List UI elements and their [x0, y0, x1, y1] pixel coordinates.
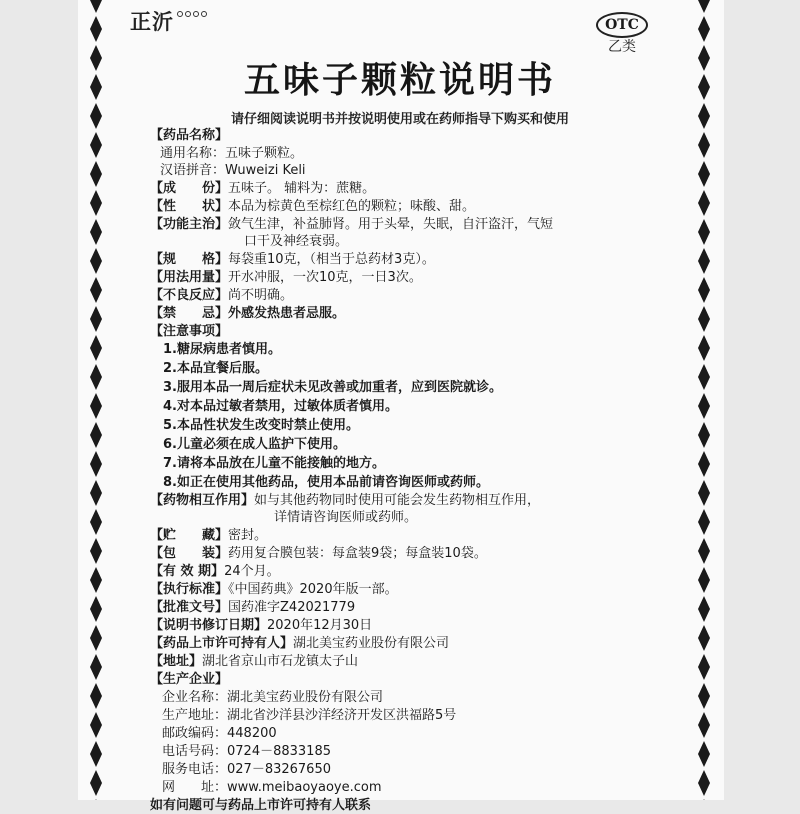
diamond-ornament: [698, 219, 710, 245]
otc-class-label: 乙类: [608, 39, 636, 55]
diamond-ornament: [90, 654, 102, 680]
section-heading: 【性 状】: [150, 199, 229, 214]
section-heading: 【用法用量】: [150, 270, 229, 285]
leaflet-line: [150, 492, 540, 509]
section-text: 企业名称：湖北美宝药业股份有限公司: [162, 690, 384, 705]
leaflet-line: [162, 743, 331, 760]
section-text: 1.糖尿病患者慎用。: [163, 342, 281, 357]
diamond-ornament: [90, 364, 102, 390]
section-heading: 【不良反应】: [150, 288, 229, 303]
leaflet-line: [150, 251, 435, 268]
diamond-ornament: [698, 654, 710, 680]
logo-text: 正沂: [130, 10, 174, 34]
diamond-ornament: [698, 538, 710, 564]
leaflet-line: [163, 341, 281, 358]
section-text: 2.本品宜餐后服。: [163, 361, 268, 376]
leaflet-line: [150, 269, 422, 286]
leaflet-line: [163, 398, 398, 415]
section-heading: 【批准文号】: [150, 600, 229, 615]
diamond-ornament: [90, 596, 102, 622]
diamond-ornament: [698, 0, 710, 13]
diamond-ornament: [90, 335, 102, 361]
leaflet-line: [163, 379, 502, 396]
leaflet-line: [163, 360, 268, 377]
diamond-ornament: [698, 364, 710, 390]
section-text: 7.请将本品放在儿童不能接触的地方。: [163, 456, 385, 471]
section-text: 五味子。 辅料为：蔗糖。: [228, 181, 376, 196]
section-heading: 【成 份】: [150, 181, 229, 196]
section-text: 邮政编码：448200: [162, 726, 277, 741]
page-title: 五味子颗粒说明书: [243, 60, 556, 101]
leaflet-line: [274, 509, 417, 526]
section-heading: 【禁 忌】: [150, 306, 229, 321]
diamond-ornament: [698, 190, 710, 216]
section-text: 开水冲服，一次10克，一日3次。: [228, 270, 422, 285]
leaflet-line: [150, 305, 345, 322]
section-text: 服务电话：027－83267650: [162, 762, 331, 777]
section-text: 如有问题可与药品上市许可持有人联系: [150, 798, 372, 813]
otc-badge: OTC: [596, 12, 648, 38]
leaflet-line: [150, 127, 228, 144]
diamond-ornament: [90, 480, 102, 506]
diamond-ornament: [90, 306, 102, 332]
leaflet-line: [162, 707, 456, 724]
diamond-ornament: [90, 132, 102, 158]
leaflet-line: [160, 162, 306, 179]
diamond-ornament: [90, 0, 102, 13]
diamond-ornament: [90, 161, 102, 187]
diamond-ornament: [698, 277, 710, 303]
diamond-ornament: [698, 741, 710, 767]
diamond-ornament: [698, 306, 710, 332]
diamond-ornament: [698, 335, 710, 361]
diamond-ornament: [698, 712, 710, 738]
diamond-ornament: [90, 712, 102, 738]
section-text: 国药准字Z42021779: [228, 600, 356, 615]
section-heading: 【有 效 期】: [150, 564, 225, 579]
section-heading: 【生产企业】: [150, 672, 229, 687]
diamond-ornament: [698, 161, 710, 187]
section-text: 5.本品性状发生改变时禁止使用。: [163, 418, 359, 433]
section-heading: 【药物相互作用】: [150, 493, 255, 508]
diamond-ornament: [698, 625, 710, 651]
leaflet-line: [162, 725, 277, 742]
section-text: 密封。: [228, 528, 268, 543]
diamond-ornament: [698, 393, 710, 419]
diamond-ornament: [90, 393, 102, 419]
diamond-ornament: [698, 683, 710, 709]
leaflet-line: [150, 180, 375, 197]
section-text: 外感发热患者忌服。: [228, 306, 346, 321]
diamond-ornament: [90, 538, 102, 564]
diamond-ornament: [90, 277, 102, 303]
diamond-ornament: [90, 190, 102, 216]
section-heading: 【说明书修订日期】: [150, 618, 268, 633]
leaflet-line: [150, 653, 358, 670]
section-text: 汉语拼音：Wuweizi Keli: [160, 163, 306, 178]
section-heading: 【功能主治】: [150, 217, 229, 232]
diamond-ornament: [90, 770, 102, 796]
diamond-ornament: [698, 422, 710, 448]
diamond-ornament: [698, 451, 710, 477]
section-text: 8.如正在使用其他药品，使用本品前请咨询医师或药师。: [163, 475, 489, 490]
section-text: 口干及神经衰弱。: [244, 234, 349, 249]
usage-notice: 请仔细阅读说明书并按说明使用或在药师指导下购买和使用: [230, 112, 569, 127]
diamond-ornament: [90, 422, 102, 448]
section-text: 24个月。: [224, 564, 280, 579]
diamond-ornament: [698, 248, 710, 274]
leaflet-line: [162, 689, 383, 706]
leaflet-line: [150, 198, 475, 215]
leaflet-line: [150, 617, 372, 634]
section-text: 网 址：www.meibaoyaoye.com: [162, 780, 382, 795]
diamond-ornament: [698, 16, 710, 42]
section-text: 药用复合膜包装：每盒装9袋；每盒装10袋。: [228, 546, 487, 561]
leaflet-line: [160, 145, 303, 162]
leaflet-line: [163, 474, 489, 491]
section-text: 4.对本品过敏者禁用，过敏体质者慎用。: [163, 399, 398, 414]
leaflet-line: [162, 779, 381, 796]
leaflet-line: [163, 417, 359, 434]
leaflet-line: [150, 599, 355, 616]
section-heading: 【规 格】: [150, 252, 229, 267]
leaflet-line: [150, 527, 267, 544]
diamond-ornament: [90, 683, 102, 709]
leaflet-line: [150, 323, 228, 340]
diamond-ornament: [698, 770, 710, 796]
leaflet-line: [150, 216, 553, 233]
diamond-ornament: [90, 16, 102, 42]
section-text: 《中国药典》2020年版一部。: [228, 582, 398, 597]
section-text: 尚不明确。: [228, 288, 294, 303]
diamond-ornament: [698, 567, 710, 593]
diamond-ornament: [698, 132, 710, 158]
section-text: 电话号码：0724－8833185: [162, 744, 331, 759]
diamond-ornament: [90, 741, 102, 767]
leaflet-line: [150, 671, 228, 688]
section-heading: 【贮 藏】: [150, 528, 229, 543]
section-text: 3.服用本品一周后症状未见改善或加重者，应到医院就诊。: [163, 380, 502, 395]
leaflet-line: [162, 761, 331, 778]
leaflet-line: [163, 436, 346, 453]
leaflet-line: [150, 635, 449, 652]
section-heading: 【药品名称】: [150, 128, 229, 143]
leaflet-line: [150, 545, 487, 562]
section-text: 6.儿童必须在成人监护下使用。: [163, 437, 346, 452]
section-text: 通用名称：五味子颗粒。: [160, 146, 304, 161]
section-heading: 【包 装】: [150, 546, 229, 561]
leaflet-line: [150, 287, 293, 304]
diamond-ornament: [90, 248, 102, 274]
section-text: 湖北省京山市石龙镇太子山: [202, 654, 359, 669]
section-heading: 【药品上市许可持有人】: [150, 636, 294, 651]
section-text: 湖北美宝药业股份有限公司: [293, 636, 450, 651]
diamond-ornament: [90, 625, 102, 651]
diamond-ornament: [698, 509, 710, 535]
logo-dots-icon: [177, 11, 207, 17]
section-heading: 【执行标准】: [150, 582, 229, 597]
diamond-ornament: [698, 480, 710, 506]
leaflet-line: [150, 563, 280, 580]
leaflet-line: [244, 233, 348, 250]
diamond-ornament: [698, 596, 710, 622]
section-heading: 【注意事项】: [150, 324, 229, 339]
section-text: 本品为棕黄色至棕红色的颗粒；味酸、甜。: [228, 199, 476, 214]
section-heading: 【地址】: [150, 654, 203, 669]
diamond-ornament: [90, 219, 102, 245]
section-text: 如与其他药物同时使用可能会发生药物相互作用，: [254, 493, 541, 508]
section-text: 2020年12月30日: [267, 618, 373, 633]
section-text: 每袋重10克，（相当于总药材3克）。: [228, 252, 435, 267]
brand-logo: [130, 4, 207, 38]
diamond-ornament: [90, 451, 102, 477]
leaflet-line: [150, 581, 398, 598]
section-text: 详情请咨询医师或药师。: [274, 510, 418, 525]
section-text: 生产地址：湖北省沙洋县沙洋经济开发区洪福路5号: [162, 708, 457, 723]
leaflet-line: [163, 455, 385, 472]
diamond-ornament: [90, 509, 102, 535]
section-text: 敛气生津，补益肺肾。用于头晕，失眠，自汗盗汗，气短: [228, 217, 554, 232]
diamond-ornament: [90, 567, 102, 593]
